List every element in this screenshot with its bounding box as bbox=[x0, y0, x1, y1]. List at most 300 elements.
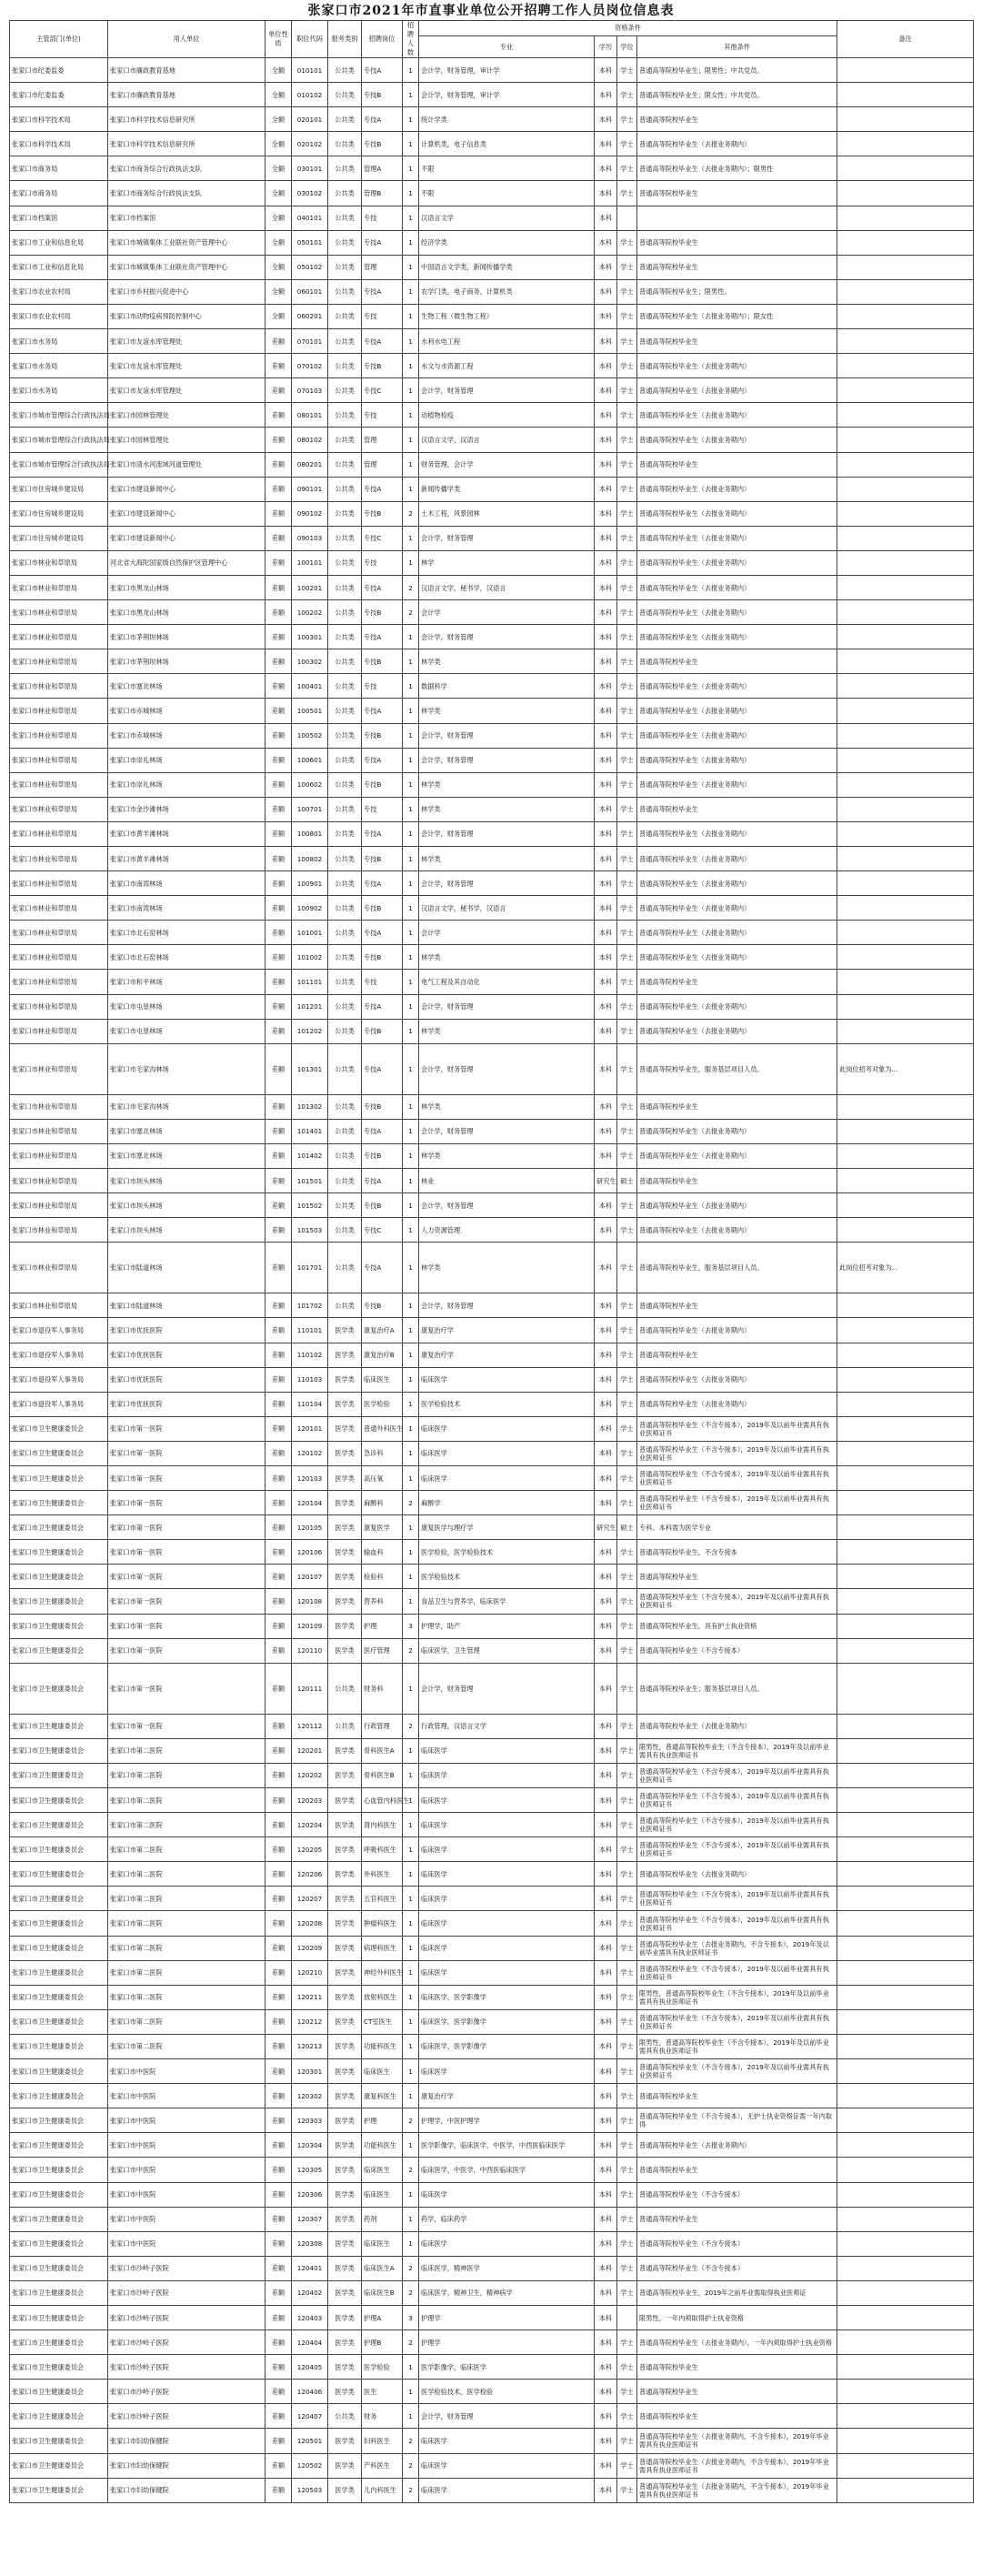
cell-other: 普通高等院校毕业生（去报业务期内） bbox=[637, 501, 837, 526]
cell-dept: 张家口市林业和草原局 bbox=[10, 723, 108, 748]
cell-count: 1 bbox=[403, 699, 419, 723]
cell-unit-nature: 差额 bbox=[266, 1169, 292, 1193]
cell-major: 林学类 bbox=[419, 1143, 595, 1168]
cell-other: 普通高等院校毕业生（去报业务期内） bbox=[637, 1367, 837, 1392]
cell-degree: 学士 bbox=[617, 2158, 637, 2182]
cell-other: 普通高等院校毕业生（去报业务期内） bbox=[637, 871, 837, 896]
cell-other: 普通高等院校毕业生（去报业务期内） bbox=[637, 1218, 837, 1243]
cell-count: 1 bbox=[403, 2084, 419, 2108]
cell-note bbox=[837, 526, 974, 550]
cell-position: 专技B bbox=[362, 723, 403, 748]
cell-exam-category: 医学类 bbox=[328, 1515, 362, 1540]
cell-count: 1 bbox=[403, 1738, 419, 1763]
table-row bbox=[10, 1763, 974, 1787]
cell-education: 本科 bbox=[595, 1589, 617, 1614]
cell-unit: 张家口市崇礼林场 bbox=[108, 748, 266, 772]
cell-degree: 学士 bbox=[617, 2355, 637, 2380]
cell-unit: 张家口市妇幼保健院 bbox=[108, 2453, 266, 2478]
cell-unit: 张家口市科学技术信息研究所 bbox=[108, 107, 266, 132]
cell-education: 本科 bbox=[595, 1043, 617, 1094]
cell-note bbox=[837, 452, 974, 477]
cell-code: 060101 bbox=[292, 279, 328, 304]
cell-dept: 张家口市卫生健康委员会 bbox=[10, 1763, 108, 1787]
cell-position: 专技 bbox=[362, 674, 403, 699]
cell-position: CT室医生 bbox=[362, 2009, 403, 2034]
cell-dept: 张家口市卫生健康委员会 bbox=[10, 2256, 108, 2280]
cell-exam-category: 公共类 bbox=[328, 403, 362, 428]
cell-exam-category: 医学类 bbox=[328, 2009, 362, 2034]
cell-education: 本科 bbox=[595, 2429, 617, 2453]
cell-degree: 学士 bbox=[617, 428, 637, 452]
cell-exam-category: 医学类 bbox=[328, 1465, 362, 1490]
cell-code: 120203 bbox=[292, 1788, 328, 1813]
table-row bbox=[10, 821, 974, 846]
cell-position: 专技B bbox=[362, 772, 403, 797]
cell-exam-category: 医学类 bbox=[328, 2207, 362, 2231]
cell-note bbox=[837, 1638, 974, 1663]
cell-count: 1 bbox=[403, 1540, 419, 1565]
cell-dept: 张家口市卫生健康委员会 bbox=[10, 1663, 108, 1714]
cell-major: 临床医学 bbox=[419, 1887, 595, 1911]
cell-other: 普通高等院校毕业生（去报业务期内） bbox=[637, 1862, 837, 1887]
cell-unit-nature: 差额 bbox=[266, 2034, 292, 2058]
cell-dept: 张家口市林业和草原局 bbox=[10, 748, 108, 772]
cell-exam-category: 公共类 bbox=[328, 107, 362, 132]
cell-position: 财务科 bbox=[362, 1663, 403, 1714]
cell-unit-nature: 差额 bbox=[266, 1911, 292, 1936]
cell-exam-category: 公共类 bbox=[328, 797, 362, 821]
cell-major: 会计学，财务管理 bbox=[419, 821, 595, 846]
cell-code: 120406 bbox=[292, 2380, 328, 2404]
cell-other: 普通高等院校毕业生（去报业务期内） bbox=[637, 403, 837, 428]
cell-count: 1 bbox=[403, 2404, 419, 2429]
cell-education: 本科 bbox=[595, 1491, 617, 1515]
table-row bbox=[10, 1143, 974, 1168]
cell-count: 1 bbox=[403, 132, 419, 156]
cell-dept: 张家口市林业和草原局 bbox=[10, 1119, 108, 1143]
cell-count: 1 bbox=[403, 2133, 419, 2158]
cell-other: 普通高等院校毕业生（去报业务期内）；限女性 bbox=[637, 304, 837, 328]
cell-dept: 张家口市林业和草原局 bbox=[10, 871, 108, 896]
cell-dept: 张家口市住房城乡建设局 bbox=[10, 477, 108, 501]
cell-unit: 张家口市清水河流域河道管理处 bbox=[108, 452, 266, 477]
cell-count: 2 bbox=[403, 2330, 419, 2355]
cell-exam-category: 公共类 bbox=[328, 945, 362, 970]
cell-count: 1 bbox=[403, 206, 419, 230]
cell-degree: 学士 bbox=[617, 2330, 637, 2355]
cell-education: 本科 bbox=[595, 1565, 617, 1589]
cell-count: 1 bbox=[403, 1763, 419, 1787]
table-row bbox=[10, 181, 974, 206]
cell-unit: 张家口市陆道林场 bbox=[108, 1243, 266, 1293]
cell-unit: 张家口市塞北林场 bbox=[108, 1143, 266, 1168]
cell-note bbox=[837, 1465, 974, 1490]
cell-degree: 学士 bbox=[617, 871, 637, 896]
table-row bbox=[10, 1911, 974, 1936]
cell-degree: 学士 bbox=[617, 1392, 637, 1416]
cell-position: 专技A bbox=[362, 1043, 403, 1094]
cell-unit-nature: 差额 bbox=[266, 1589, 292, 1614]
cell-unit: 张家口市廉政教育基地 bbox=[108, 58, 266, 83]
cell-code: 120204 bbox=[292, 1813, 328, 1837]
cell-position: 专技A bbox=[362, 821, 403, 846]
table-row bbox=[10, 921, 974, 945]
cell-position: 输血科 bbox=[362, 1540, 403, 1565]
cell-unit-nature: 差额 bbox=[266, 2429, 292, 2453]
cell-degree: 学士 bbox=[617, 156, 637, 181]
cell-exam-category: 公共类 bbox=[328, 230, 362, 255]
cell-exam-category: 公共类 bbox=[328, 501, 362, 526]
cell-count: 1 bbox=[403, 1293, 419, 1318]
cell-dept: 张家口市林业和草原局 bbox=[10, 1169, 108, 1193]
cell-major: 麻醉学 bbox=[419, 1491, 595, 1515]
cell-note bbox=[837, 575, 974, 599]
cell-code: 120209 bbox=[292, 1936, 328, 1960]
cell-code: 010102 bbox=[292, 83, 328, 107]
cell-unit-nature: 差额 bbox=[266, 2207, 292, 2231]
cell-unit: 张家口市和平林场 bbox=[108, 970, 266, 994]
cell-count: 1 bbox=[403, 304, 419, 328]
cell-exam-category: 公共类 bbox=[328, 772, 362, 797]
cell-exam-category: 医学类 bbox=[328, 2355, 362, 2380]
cell-note bbox=[837, 2280, 974, 2305]
cell-count: 1 bbox=[403, 1813, 419, 1837]
cell-education: 本科 bbox=[595, 156, 617, 181]
cell-unit: 张家口市中医院 bbox=[108, 2182, 266, 2207]
cell-dept: 张家口市卫生健康委员会 bbox=[10, 2355, 108, 2380]
cell-unit: 张家口市黄羊滩林场 bbox=[108, 821, 266, 846]
cell-code: 080201 bbox=[292, 452, 328, 477]
cell-note bbox=[837, 1094, 974, 1119]
cell-exam-category: 公共类 bbox=[328, 304, 362, 328]
table-row bbox=[10, 1243, 974, 1293]
cell-major: 会计学，财务管理 bbox=[419, 2404, 595, 2429]
cell-other: 普通高等院校毕业生（不含专接本），2019年及以前毕业需具有执业医师证书 bbox=[637, 1763, 837, 1787]
cell-other: 普通高等院校毕业生（去报业务期内） bbox=[637, 1193, 837, 1218]
cell-dept: 张家口市林业和草原局 bbox=[10, 625, 108, 649]
cell-code: 101002 bbox=[292, 945, 328, 970]
cell-code: 120407 bbox=[292, 2404, 328, 2429]
cell-code: 080101 bbox=[292, 403, 328, 428]
cell-code: 120205 bbox=[292, 1837, 328, 1862]
cell-education: 本科 bbox=[595, 2305, 617, 2329]
cell-position: 临床医生 bbox=[362, 2182, 403, 2207]
cell-unit: 张家口市建设新闻中心 bbox=[108, 501, 266, 526]
cell-unit-nature: 差额 bbox=[266, 403, 292, 428]
cell-position: 专技B bbox=[362, 600, 403, 625]
cell-dept: 张家口市林业和草原局 bbox=[10, 896, 108, 921]
cell-degree: 学士 bbox=[617, 1887, 637, 1911]
cell-position: 妇科医生 bbox=[362, 2429, 403, 2453]
cell-unit: 张家口市中医院 bbox=[108, 2231, 266, 2256]
cell-exam-category: 医学类 bbox=[328, 1887, 362, 1911]
cell-education: 本科 bbox=[595, 304, 617, 328]
cell-unit-nature: 差额 bbox=[266, 2108, 292, 2133]
cell-major: 新闻传播学类 bbox=[419, 477, 595, 501]
table-row bbox=[10, 1837, 974, 1862]
cell-major: 不限 bbox=[419, 181, 595, 206]
cell-dept: 张家口市卫生健康委员会 bbox=[10, 1985, 108, 2009]
cell-major: 会计学，财务管理 bbox=[419, 871, 595, 896]
cell-major: 临床医学 bbox=[419, 1416, 595, 1441]
cell-other: 普通高等院校毕业生（去报业务期内） bbox=[637, 772, 837, 797]
cell-code: 120402 bbox=[292, 2280, 328, 2305]
cell-position: 专技 bbox=[362, 403, 403, 428]
cell-education: 本科 bbox=[595, 2478, 617, 2502]
cell-major: 林业 bbox=[419, 1169, 595, 1193]
cell-major: 康复医学与理疗学 bbox=[419, 1515, 595, 1540]
cell-other: 普通高等院校毕业生（不含专接本） bbox=[637, 2231, 837, 2256]
cell-note bbox=[837, 181, 974, 206]
cell-other: 普通高等院校毕业生（去报业务期内，不含专接本），2019年毕业需具有执业医师证书 bbox=[637, 2429, 837, 2453]
cell-note bbox=[837, 1318, 974, 1343]
cell-position: 专技A bbox=[362, 329, 403, 354]
cell-unit-nature: 全额 bbox=[266, 230, 292, 255]
cell-count: 1 bbox=[403, 1392, 419, 1416]
cell-exam-category: 公共类 bbox=[328, 748, 362, 772]
cell-code: 110101 bbox=[292, 1318, 328, 1343]
cell-degree: 学士 bbox=[617, 2084, 637, 2108]
cell-education: 本科 bbox=[595, 896, 617, 921]
cell-major: 林学类 bbox=[419, 1019, 595, 1043]
cell-other: 专科、本科需为医学专业 bbox=[637, 1515, 837, 1540]
cell-note bbox=[837, 2256, 974, 2280]
cell-unit: 张家口市毛家沟林场 bbox=[108, 1094, 266, 1119]
cell-exam-category: 公共类 bbox=[328, 1094, 362, 1119]
cell-unit-nature: 差额 bbox=[266, 1960, 292, 1985]
cell-code: 070102 bbox=[292, 354, 328, 378]
cell-code: 101101 bbox=[292, 970, 328, 994]
cell-note bbox=[837, 1589, 974, 1614]
cell-exam-category: 公共类 bbox=[328, 1169, 362, 1193]
cell-other: 普通高等院校毕业生（去报业务期内） bbox=[637, 2133, 837, 2158]
cell-education: 本科 bbox=[595, 1813, 617, 1837]
table-row bbox=[10, 699, 974, 723]
cell-exam-category: 医学类 bbox=[328, 2256, 362, 2280]
cell-unit: 张家口市屯垦林场 bbox=[108, 1019, 266, 1043]
cell-unit: 张家口市第一医院 bbox=[108, 1589, 266, 1614]
table-row bbox=[10, 1465, 974, 1490]
cell-education: 本科 bbox=[595, 181, 617, 206]
cell-other: 普通高等院校毕业生 bbox=[637, 2380, 837, 2404]
cell-unit: 张家口市赤城林场 bbox=[108, 723, 266, 748]
cell-major: 经济学类 bbox=[419, 230, 595, 255]
cell-code: 120503 bbox=[292, 2478, 328, 2502]
cell-count: 1 bbox=[403, 1367, 419, 1392]
cell-exam-category: 医学类 bbox=[328, 2453, 362, 2478]
cell-exam-category: 公共类 bbox=[328, 255, 362, 279]
cell-exam-category: 公共类 bbox=[328, 1143, 362, 1168]
cell-code: 110104 bbox=[292, 1392, 328, 1416]
cell-major: 临床医学 bbox=[419, 2453, 595, 2478]
cell-note bbox=[837, 1169, 974, 1193]
cell-degree: 学士 bbox=[617, 2009, 637, 2034]
cell-education: 本科 bbox=[595, 1663, 617, 1714]
cell-dept: 张家口市退役军人事务局 bbox=[10, 1367, 108, 1392]
cell-dept: 张家口市工业和信息化局 bbox=[10, 230, 108, 255]
cell-code: 101302 bbox=[292, 1094, 328, 1119]
cell-position: 管理A bbox=[362, 156, 403, 181]
cell-exam-category: 医学类 bbox=[328, 2084, 362, 2108]
cell-other: 普通高等院校毕业生（去报业务期内） bbox=[637, 847, 837, 871]
cell-code: 120304 bbox=[292, 2133, 328, 2158]
cell-major: 汉语言文学，秘书学，汉语言 bbox=[419, 896, 595, 921]
cell-education: 本科 bbox=[595, 501, 617, 526]
cell-education: 本科 bbox=[595, 279, 617, 304]
cell-position: 护理 bbox=[362, 2108, 403, 2133]
cell-code: 040101 bbox=[292, 206, 328, 230]
cell-dept: 张家口市商务局 bbox=[10, 181, 108, 206]
cell-education: 本科 bbox=[595, 206, 617, 230]
cell-note bbox=[837, 921, 974, 945]
header-education: 学历 bbox=[595, 36, 617, 58]
cell-count: 1 bbox=[403, 230, 419, 255]
cell-position: 专技B bbox=[362, 1193, 403, 1218]
cell-exam-category: 公共类 bbox=[328, 132, 362, 156]
cell-count: 3 bbox=[403, 1614, 419, 1638]
cell-position: 专技 bbox=[362, 206, 403, 230]
cell-count: 2 bbox=[403, 2256, 419, 2280]
cell-dept: 张家口市卫生健康委员会 bbox=[10, 2133, 108, 2158]
cell-exam-category: 公共类 bbox=[328, 428, 362, 452]
cell-major: 护理学，中医护理学 bbox=[419, 2108, 595, 2133]
cell-position: 专技A bbox=[362, 1119, 403, 1143]
cell-position: 营养科 bbox=[362, 1589, 403, 1614]
cell-position: 外科医生 bbox=[362, 1862, 403, 1887]
cell-note bbox=[837, 625, 974, 649]
cell-unit-nature: 差额 bbox=[266, 2453, 292, 2478]
cell-note bbox=[837, 2429, 974, 2453]
cell-other: 普通高等院校毕业生（不含专接本），2019年及以前毕业需具有执业医师证书 bbox=[637, 1813, 837, 1837]
cell-degree: 学士 bbox=[617, 1243, 637, 1293]
cell-position: 康复治疗A bbox=[362, 1318, 403, 1343]
cell-position: 临床医生 bbox=[362, 1367, 403, 1392]
cell-position: 药剂 bbox=[362, 2207, 403, 2231]
cell-code: 120501 bbox=[292, 2429, 328, 2453]
cell-unit-nature: 差额 bbox=[266, 1119, 292, 1143]
cell-exam-category: 公共类 bbox=[328, 58, 362, 83]
cell-count: 1 bbox=[403, 2182, 419, 2207]
cell-unit: 张家口市黄羊滩林场 bbox=[108, 847, 266, 871]
cell-count: 1 bbox=[403, 255, 419, 279]
cell-position: 专技B bbox=[362, 1094, 403, 1119]
cell-degree: 学士 bbox=[617, 1788, 637, 1813]
table-row bbox=[10, 2280, 974, 2305]
cell-unit: 张家口市赤城林场 bbox=[108, 699, 266, 723]
cell-unit-nature: 差额 bbox=[266, 1540, 292, 1565]
cell-unit: 张家口市中医院 bbox=[108, 2133, 266, 2158]
cell-degree: 学士 bbox=[617, 230, 637, 255]
cell-unit-nature: 差额 bbox=[266, 1441, 292, 1465]
cell-dept: 张家口市林业和草原局 bbox=[10, 1218, 108, 1243]
cell-degree: 学士 bbox=[617, 1094, 637, 1119]
cell-degree: 学士 bbox=[617, 1143, 637, 1168]
table-row bbox=[10, 403, 974, 428]
table-row bbox=[10, 1218, 974, 1243]
cell-code: 101202 bbox=[292, 1019, 328, 1043]
cell-education: 本科 bbox=[595, 550, 617, 575]
cell-count: 1 bbox=[403, 674, 419, 699]
cell-degree: 学士 bbox=[617, 994, 637, 1019]
cell-exam-category: 公共类 bbox=[328, 181, 362, 206]
cell-unit: 张家口市优抚医院 bbox=[108, 1392, 266, 1416]
cell-education: 本科 bbox=[595, 797, 617, 821]
cell-unit: 张家口市沙岭子医院 bbox=[108, 2404, 266, 2429]
cell-major: 临床医学 bbox=[419, 2182, 595, 2207]
cell-position: 专技A bbox=[362, 58, 403, 83]
cell-unit: 张家口市黑龙山林场 bbox=[108, 600, 266, 625]
cell-code: 101301 bbox=[292, 1043, 328, 1094]
cell-count: 1 bbox=[403, 1911, 419, 1936]
cell-major: 林学类 bbox=[419, 772, 595, 797]
cell-education: 本科 bbox=[595, 1019, 617, 1043]
cell-count: 1 bbox=[403, 772, 419, 797]
cell-count: 1 bbox=[403, 329, 419, 354]
cell-exam-category: 医学类 bbox=[328, 1343, 362, 1367]
cell-note bbox=[837, 699, 974, 723]
cell-count: 3 bbox=[403, 2305, 419, 2329]
cell-unit: 张家口市友谊水库管理处 bbox=[108, 354, 266, 378]
cell-code: 101503 bbox=[292, 1218, 328, 1243]
table-row bbox=[10, 1862, 974, 1887]
cell-unit: 张家口市第二医院 bbox=[108, 2034, 266, 2058]
cell-exam-category: 医学类 bbox=[328, 2133, 362, 2158]
table-row bbox=[10, 1638, 974, 1663]
cell-dept: 张家口市水务局 bbox=[10, 378, 108, 403]
cell-note bbox=[837, 1441, 974, 1465]
cell-unit-nature: 全额 bbox=[266, 206, 292, 230]
cell-exam-category: 公共类 bbox=[328, 206, 362, 230]
cell-note bbox=[837, 1491, 974, 1515]
cell-note bbox=[837, 1218, 974, 1243]
cell-position: 专技 bbox=[362, 550, 403, 575]
table-row bbox=[10, 2453, 974, 2478]
cell-degree: 学士 bbox=[617, 1043, 637, 1094]
cell-unit-nature: 全额 bbox=[266, 58, 292, 83]
cell-note bbox=[837, 896, 974, 921]
cell-major: 电气工程及其自动化 bbox=[419, 970, 595, 994]
cell-position: 专技A bbox=[362, 477, 403, 501]
cell-unit-nature: 差额 bbox=[266, 2256, 292, 2280]
table-row bbox=[10, 132, 974, 156]
table-row bbox=[10, 2207, 974, 2231]
cell-other: 普通高等院校毕业生（不含专接本），2019年及以前毕业需具有执业医师证书 bbox=[637, 1837, 837, 1862]
cell-note bbox=[837, 107, 974, 132]
cell-position: 临床医生A bbox=[362, 2256, 403, 2280]
cell-education: 本科 bbox=[595, 1714, 617, 1738]
cell-code: 120305 bbox=[292, 2158, 328, 2182]
cell-note bbox=[837, 2305, 974, 2329]
cell-note bbox=[837, 1985, 974, 2009]
cell-major: 会计学，财务管理 bbox=[419, 1119, 595, 1143]
cell-dept: 张家口市城市管理综合行政执法局 bbox=[10, 452, 108, 477]
cell-exam-category: 公共类 bbox=[328, 354, 362, 378]
cell-code: 120202 bbox=[292, 1763, 328, 1787]
cell-unit: 张家口市中医院 bbox=[108, 2158, 266, 2182]
cell-code: 101201 bbox=[292, 994, 328, 1019]
cell-other: 限男性，一年内须取得护士执业资格 bbox=[637, 2305, 837, 2329]
cell-unit: 张家口市优抚医院 bbox=[108, 1343, 266, 1367]
cell-code: 030101 bbox=[292, 156, 328, 181]
cell-exam-category: 公共类 bbox=[328, 550, 362, 575]
cell-code: 100201 bbox=[292, 575, 328, 599]
cell-unit: 张家口市动物疫病预防控制中心 bbox=[108, 304, 266, 328]
cell-exam-category: 医学类 bbox=[328, 1738, 362, 1763]
cell-dept: 张家口市卫生健康委员会 bbox=[10, 1738, 108, 1763]
table-row bbox=[10, 107, 974, 132]
cell-position: 专技 bbox=[362, 970, 403, 994]
cell-unit-nature: 差额 bbox=[266, 477, 292, 501]
